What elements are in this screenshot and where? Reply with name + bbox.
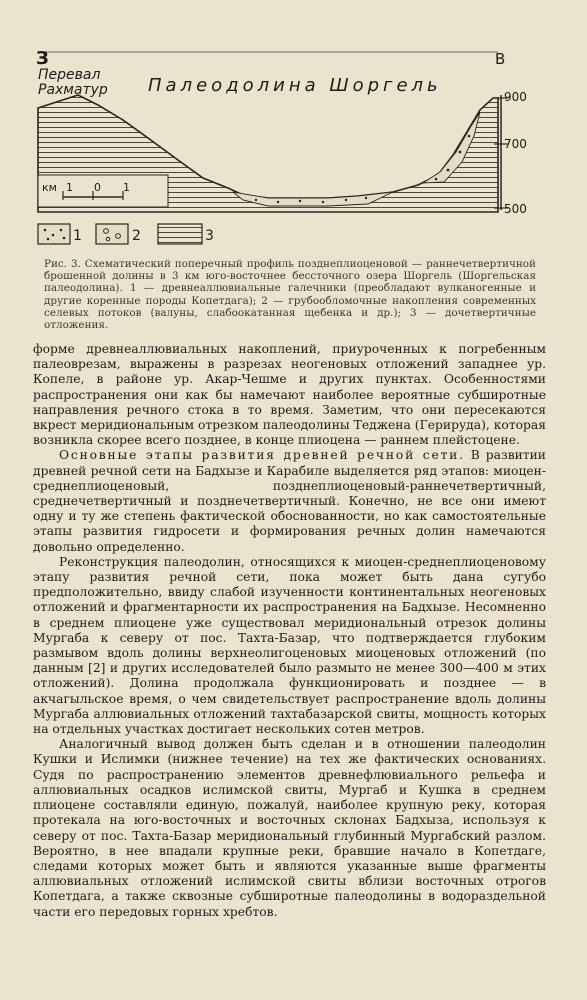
pass-label: [38, 68, 108, 98]
elevation-label-900: 900: [504, 90, 527, 104]
scale-unit: км: [42, 181, 57, 194]
paragraph-1: форме древнеаллювиальных накоплений, приуроченных к погребенным палеоврезам, выражены в разрезах неогеновых отложений западнее ур. Копеле, в районе ур. Акар-Чешме и других пунктах. Особенностями распространения они как бы намечают наиболее вероятные субширотные направления речного стока в то время. Заметим, что они пересекаются вкрест меридиональным отрезком палеодолины Теджена (Герируда), которая возникла скорее всего позднее, в конце плиоцена — раннем плейстоцене.: [33, 342, 546, 448]
scale-tick-right: 1: [123, 181, 130, 194]
scale-tick-left: 1: [66, 181, 73, 194]
cross-section-figure: [28, 40, 550, 255]
paragraph-3: Реконструкция палеодолин, относящихся к миоцен-среднеплиоценовому этапу развития речной сети, пока может быть дана сугубо предположительно, ввиду слабой изученности континентальных неогеновых отложений и фрагментарности их распространения на Бадхызе. Несомненно в среднем плиоцене уже существовал меридиональный отрезок долины Мургаба к северу от пос. Тахта-Базар, что подтверждается глубоким размывом вдоль долины верхнеолигоценовых миоценовых отложений (по данным [2] и других исследователей было размыто не менее 300—400 м этих отложений). Долина продолжала функционировать и позднее — в акчагыльское время, о чем свидетельствует распространение вдоль долины Мургаба аллювиальных отложений тахтабазарской свиты, мощность которых на отдельных участках достигает нескольких сотен метров.: [33, 554, 546, 737]
elevation-label-700: 700: [504, 137, 527, 151]
figure-title: Палеодолина Шоргель: [148, 75, 442, 96]
legend-swatch-1: [38, 224, 70, 244]
east-label: В: [495, 50, 506, 68]
pass-label-line-1: Перевал: [38, 67, 101, 83]
legend-number-2: 2: [132, 228, 141, 244]
legend-number-1: 1: [73, 228, 82, 244]
paragraph-2: [33, 448, 546, 554]
elevation-label-500: 500: [504, 202, 527, 216]
legend-number-3: 3: [205, 228, 214, 244]
figure-caption: Рис. 3. Схематический поперечный профиль позднеплиоценовой — раннечетвертичной брошенной долины в 3 км юго-восточнее бессточного озера Шоргель (Шоргельская палеодолина). 1 — древнеаллювиальные галечники (преобладают вулканогенные и другие коренные породы Копетдага); 2 — грубообломочные накопления современных селевых потоков (валуны, слабоокатанная щебенка и др.); 3 — дочетвертичные отложения.: [44, 258, 536, 332]
section-heading: Основные этапы развития древней речной сети.: [59, 448, 465, 463]
legend-swatch-3: [158, 224, 202, 244]
paragraph-4: Аналогичный вывод должен быть сделан и в отношении палеодолин Кушки и Ислимки (нижнее течение) на тех же фактических основаниях. Судя по распространению элементов древнефлювиального рельефа и аллювиальных осадков ислимской свиты, Мургаб и Кушка в среднем плиоцене составляли единую, пожалуй, наиболее крупную реку, которая протекала на юго-восточных и восточных склонах Бадхыза, используя к северу от пос. Тахта-Базар меридиональный глубинный Мургабский разлом. Вероятно, в нее впадали крупные реки, бравшие начало в Копетдаге, следами которых может быть и являются указанные выше фрагменты аллювиальных отложений ислимской свиты вблизи восточных отрогов Копетдага, а также сквозные субширотные палеодолины в водораздельной части его передовых горных хребтов.: [33, 737, 546, 919]
paragraph-2-text: В развитии древней речной сети на Бадхызе и Карабиле выделяется ряд этапов: миоцен-среднеплиоценовый, позднеплиоценовый-раннечетвертичный, среднечетвертичный и позднечетвертичный. Конечно, не все они имеют одну и ту же степень фактической обоснованности, но как самостоятельные этапы развития гидросети и формирования речных долин намечаются довольно определенно.: [33, 448, 547, 554]
west-label: З: [36, 48, 49, 69]
article-body: [33, 342, 546, 920]
scale-tick-zero: 0: [94, 181, 101, 194]
legend-swatch-2: [96, 224, 128, 244]
scale-bar-box: [38, 175, 168, 207]
pass-label-line-2: Рахматур: [38, 82, 108, 98]
